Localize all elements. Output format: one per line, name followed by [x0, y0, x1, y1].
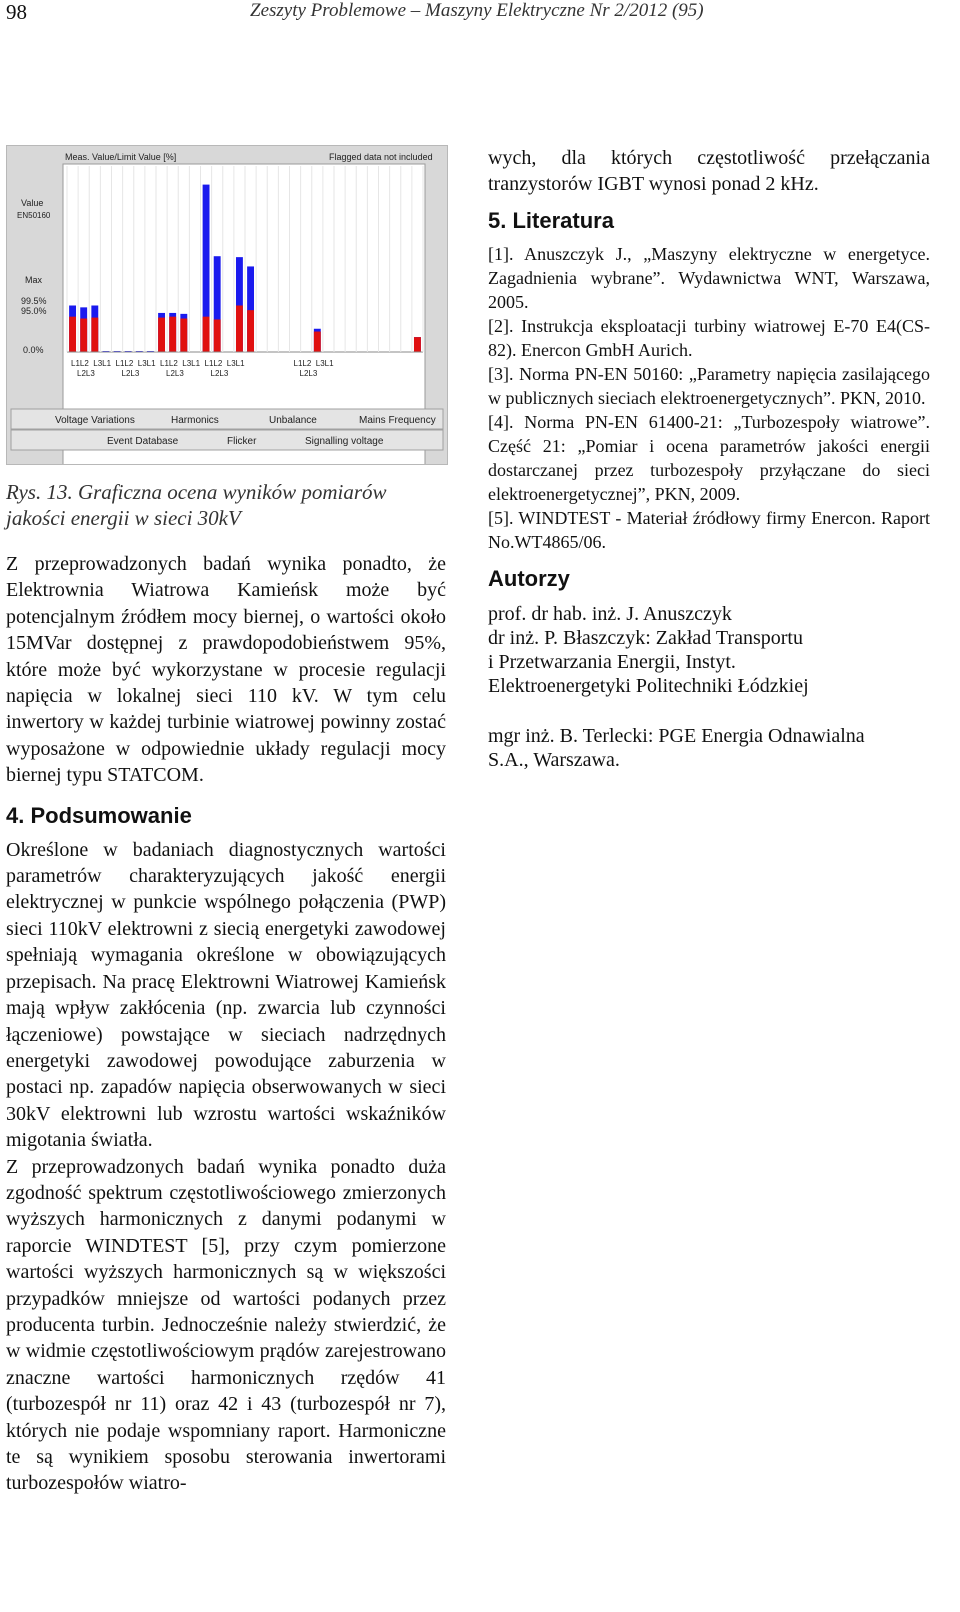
- tick-label: L3L1: [315, 359, 334, 368]
- bar-p95: [80, 319, 87, 352]
- paragraph-summary-1: Określone w badaniach diagnostycznych wartości parametrów charakteryzujących jakość energii elektrycznej w punkcie wspólnego połączenia (PWP) sieci 110kV elektrowni z siecią energetyki zawodowej spełniają wymagania określone w obowiązujących przepisach. Na pracę Elektrowni Wiatrowej Kamieńsk mają wpływ zakłócenia (np. zwarcia lub czynności łączeniowe) powstające w sieciach nadrzędnych energetyki zawodowej powodujące zaburzenia w postaci np. zapadów napięcia obserwowanych w sieci 30kV elektrowni lub wzrostu wartości wskaźników migotania światła.: [6, 838, 446, 1152]
- left-column: [6, 145, 446, 1497]
- tab-flicker[interactable]: Flicker: [227, 436, 257, 447]
- bar-p95: [236, 306, 243, 353]
- right-column: [488, 145, 930, 772]
- side-label-950: 95.0%: [21, 306, 47, 316]
- tick-label: L2L3: [166, 369, 184, 378]
- page-number: 98: [6, 0, 27, 24]
- author-line: Elektroenergetyki Politechniki Łódzkiej: [488, 674, 809, 697]
- tick-label: L2L3: [210, 369, 229, 378]
- reference-1: [1]. Anuszczyk J., „Maszyny elektryczne w energetyce. Zagadnienia wybrane”. Wydawnictwa WNT, Warszawa, 2005.: [488, 243, 930, 312]
- quality-chart: [7, 146, 447, 464]
- bar-p95: [247, 310, 254, 352]
- journal-title: Zeszyty Problemowe – Maszyny Elektryczne Nr 2/2012 (95): [250, 0, 704, 21]
- tick-label: L2L3: [77, 369, 95, 378]
- tick-label: L3L1: [137, 359, 156, 368]
- tick-label: L3L1: [226, 359, 245, 368]
- bar-p95: [158, 318, 165, 352]
- tick-label: L1L2: [293, 359, 312, 368]
- reference-2: [2]. Instrukcja eksploatacji turbiny wiatrowej E-70 E4(CS-82). Enercon GmbH Aurich.: [488, 315, 930, 360]
- tick-label: L3L1: [182, 359, 201, 368]
- tick-label: L2L3: [299, 369, 318, 378]
- heading-authors: Autorzy: [488, 565, 570, 591]
- tick-label: L1L2: [160, 359, 178, 368]
- figure-screenshot: [6, 145, 448, 465]
- tick-label: L2L3: [121, 369, 140, 378]
- figure-caption: Rys. 13. Graficzna ocena wyników pomiarów jakości energii w sieci 30kV: [6, 480, 387, 530]
- bar-p95: [69, 317, 76, 352]
- author-line: i Przetwarzania Energii, Instyt.: [488, 650, 736, 673]
- tick-label: L1L2: [115, 359, 134, 368]
- author-line: dr inż. P. Błaszczyk: Zakład Transportu: [488, 626, 803, 649]
- chart-header-left: Meas. Value/Limit Value [%]: [65, 152, 177, 162]
- side-label-995: 99.5%: [21, 296, 47, 306]
- authors-block: [488, 602, 930, 772]
- paragraph-continued: wych, dla których częstotliwość przełączania tranzystorów IGBT wynosi ponad 2 kHz.: [488, 147, 930, 196]
- side-label-value: Value: [21, 198, 44, 208]
- bar-p95: [314, 332, 321, 352]
- tab-unbalance[interactable]: Unbalance: [269, 415, 317, 426]
- tick-label: L3L1: [93, 359, 112, 368]
- tab-event-database[interactable]: Event Database: [107, 436, 179, 447]
- side-label-max: Max: [25, 275, 43, 285]
- bar-p95: [214, 319, 221, 352]
- bar-p95: [180, 319, 187, 352]
- paragraph-summary-2: Z przeprowadzonych badań wynika ponadto duża zgodność spektrum częstotliwościowego zmierzonych wyższych harmonicznych z danymi podanymi w raporcie WINDTEST [5], przy czym pomierzone wartości wyższych harmonicznych są w większości przypadków mniejsze od wartości podanych przez producenta turbin. Jednocześnie należy stwierdzić, że w widmie częstotliwościowym prądów zarejestrowano znaczne wartości harmonicznych rzędów 41 (turbozespół nr 11) oraz 42 i 43 (turbozespół nr 7), których nie podaje wspomniany raport. Harmoniczne te są wynikiem sposobu sterowania inwertorami turbozespołów wiatro-: [6, 1155, 446, 1495]
- reference-4: [4]. Norma PN-EN 61400-21: „Turbozespoły wiatrowe”. Część 21: „Pomiar i ocena parametrów jakości energii dostarczanej przez turbozespoły przyłączane do sieci elektroenergetycznej”, PKN, 2009.: [488, 411, 930, 504]
- bar-p95: [169, 317, 176, 352]
- tab-harmonics[interactable]: Harmonics: [171, 415, 219, 426]
- heading-summary: 4. Podsumowanie: [6, 802, 192, 828]
- bar-p95: [203, 317, 210, 352]
- tab-voltage-variations[interactable]: Voltage Variations: [55, 415, 135, 426]
- side-label-norm: EN50160: [17, 211, 51, 220]
- paragraph-reactive-power: Z przeprowadzonych badań wynika ponadto, że Elektrownia Wiatrowa Kamieńsk może być potencjalnym źródłem mocy biernej, o wartości około 15MVar dostępnej z prawdopodobieństwem 95%, które może być wykorzystane w procesie regulacji napięcia w lokalnej sieci 110 kV. W tym celu inwertory w każdej turbinie wiatrowej powinny zostać wyposażone w odpowiednie układy regulacji mocy biernej typu STATCOM.: [6, 553, 446, 787]
- bar-p95: [91, 318, 98, 352]
- tab-mains-frequency[interactable]: Mains Frequency: [359, 415, 436, 426]
- tab-signalling-voltage[interactable]: Signalling voltage: [305, 436, 384, 447]
- reference-list: [488, 242, 930, 554]
- tick-label: L1L2: [71, 359, 89, 368]
- tick-label: L1L2: [204, 359, 223, 368]
- heading-literature: 5. Literatura: [488, 207, 614, 233]
- bar-p95: [414, 337, 421, 352]
- chart-header-right: Flagged data not included: [329, 152, 433, 162]
- author-line: S.A., Warszawa.: [488, 748, 620, 771]
- reference-3: [3]. Norma PN-EN 50160: „Parametry napięcia zasilającego w publicznych sieciach elektroenergetycznych”. PKN, 2010.: [488, 363, 930, 408]
- side-label-00: 0.0%: [23, 345, 44, 355]
- author-line: mgr inż. B. Terlecki: PGE Energia Odnawialna: [488, 724, 865, 747]
- author-line: prof. dr hab. inż. J. Anuszczyk: [488, 602, 732, 625]
- reference-5: [5]. WINDTEST - Materiał źródłowy firmy Enercon. Raport No.WT4865/06.: [488, 507, 930, 552]
